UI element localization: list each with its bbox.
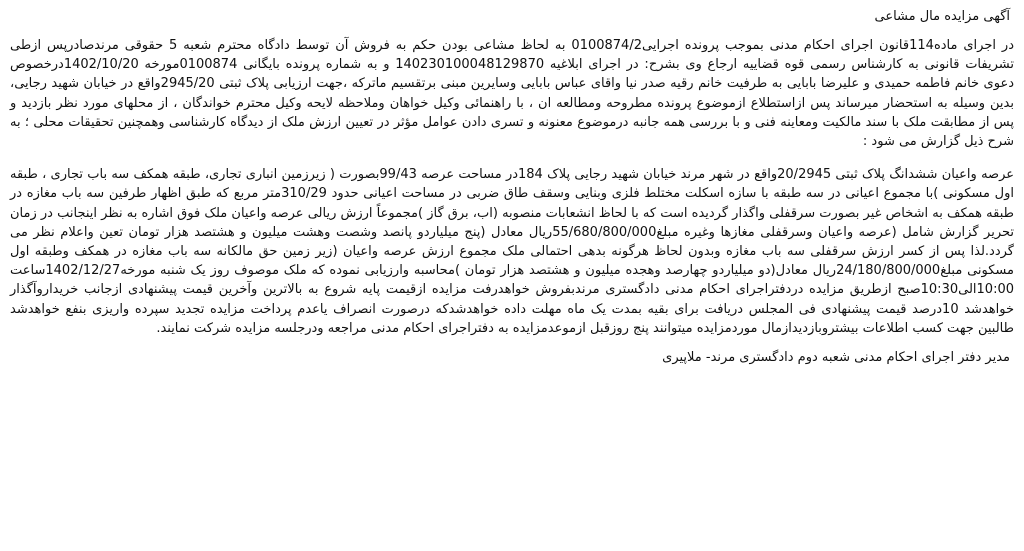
notice-paragraph-details: عرصه واعیان ششدانگ پلاک ثبتی 20/2945واقع در شهر مرند خیابان شهید رجایی پلاک 184در مساحت عرصه 99/43بصورت ( زیرزمین انباری تجاری، طبقه همکف سه باب تجاری ، طبقه اول مسکونی )با مجموع اعیانی در سه طبقه با سازه اسکلت مختلط فلزی وبنایی وسقف طاق ضربی در مساحت اعیانی حدود 310/29متر مربع که طبق اظهار طرفین سه باب مغازه در طبقه همکف به اشخاص غیر بصورت سرقفلی واگذار گردیده است که با لحاظ انشعابات منصوبه (اب، برق گاز )مجموعاً ارزش ریالی عرصه واعیان ملک فوق اشاره به نظر اینجانب در زمان تحریر گزارش شامل (عرصه واعیان وسرقفلی مغازها وغیره مبلغ55/680/800/000ریال معادل (پنج میلیاردو پانصد وشصت وهشت میلیون و هشتصد هزار تومان تعین واعلام نظر می گردد.لذا پس از کسر ارزش سرقفلی سه باب مغازه وبدون لحاظ هرگونه بدهی احتمالی ملک مجموع ارزش عرصه واعیان (زیر زمین حق مالکانه سه باب مغازه در همکف وطبقه اول مسکونی مبلغ24/180/800/000ریال معادل(دو میلیاردو چهارصد وهجده میلیون و هشتصد هزار تومان )محاسبه وارزیابی نموده که ملک موصوف روز یک شنبه مورخه1402/12/27ساعت 10:00الی10:30صبح ازطریق مزایده دردفتراجرای احکام مدنی دادگستری مرندبفروش خواهدرفت مزایده ازقیمت پایه شروع به بالاترین وآخرین قیمت پیشنهادی ازجانب خریداروآگذار خواهدشد 10درصد قیمت پیشنهادی فی المجلس دریافت برای بقیه بمدت یک ماه مهلت داده خواهدشدکه درصورت انصراف یاعدم پرداخت مزایده تجدید سپرده واریزی بنفع خواهدشد طالبین جهت کسب اطلاعات بیشتروبازدیدازمال موردمزایده میتوانند پنج روزقبل ازموعدمزایده به دفتراجرای احکام مدنی مراجعه ودرجلسه مزایده شرکت نمایند. — [10, 167, 1015, 336]
notice-signature: مدیر دفتر اجرای احکام مدنی شعبه دوم دادگستری مرند- ملاپیری — [662, 350, 1010, 366]
notice-paragraph-intro: در اجرای ماده114قانون اجرای احکام مدنی بموجب پرونده اجرایی0100874/2 به لحاظ مشاعی بودن حکم به فروش آن توسط دادگاه محترم شعبه 5 حقوقی مرندصادرپس ازطی تشریفات قانونی به کارشناس رسمی قوه قضاییه ارجاع وی بشرح: در اجرای ابلاغیه 140230100048129870 و به شماره پرونده بایگانی 0100874مورخه 1402/10/20درخصوص دعوی خانم فاطمه حمیدی و علیرضا بابایی به طرفیت خانم رقیه صدر نیا واقای عباس بابایی وسایرین مبنی برتقسیم ماترکه ،جهت ارزیابی پلاک ثبتی 2945/20واقع در خیابان شهید رجایی، بدین وسیله به استحضار میرساند پس ازاستطلاع ازموضوع پرونده مطروحه ومطالعه ان ، با راهنمائی وکیل خواهان وملاحظه لایحه وکیل محترم خواندگان ، از محلهای مورد نظر بازدید و پس از مطابقت ملک با سند مالکیت ومعاینه فنی و با بررسی همه جانبه درموضوع معنونه و تسری دادن عوامل مؤثر در تعیین ارزش ملک از دیدگاه کارشناسی وهمچنین تحقیقات محلی ؛ به شرح ذیل گزارش می شود : — [10, 38, 1014, 150]
notice-title: آگهی مزایده مال مشاعی — [874, 9, 1010, 24]
